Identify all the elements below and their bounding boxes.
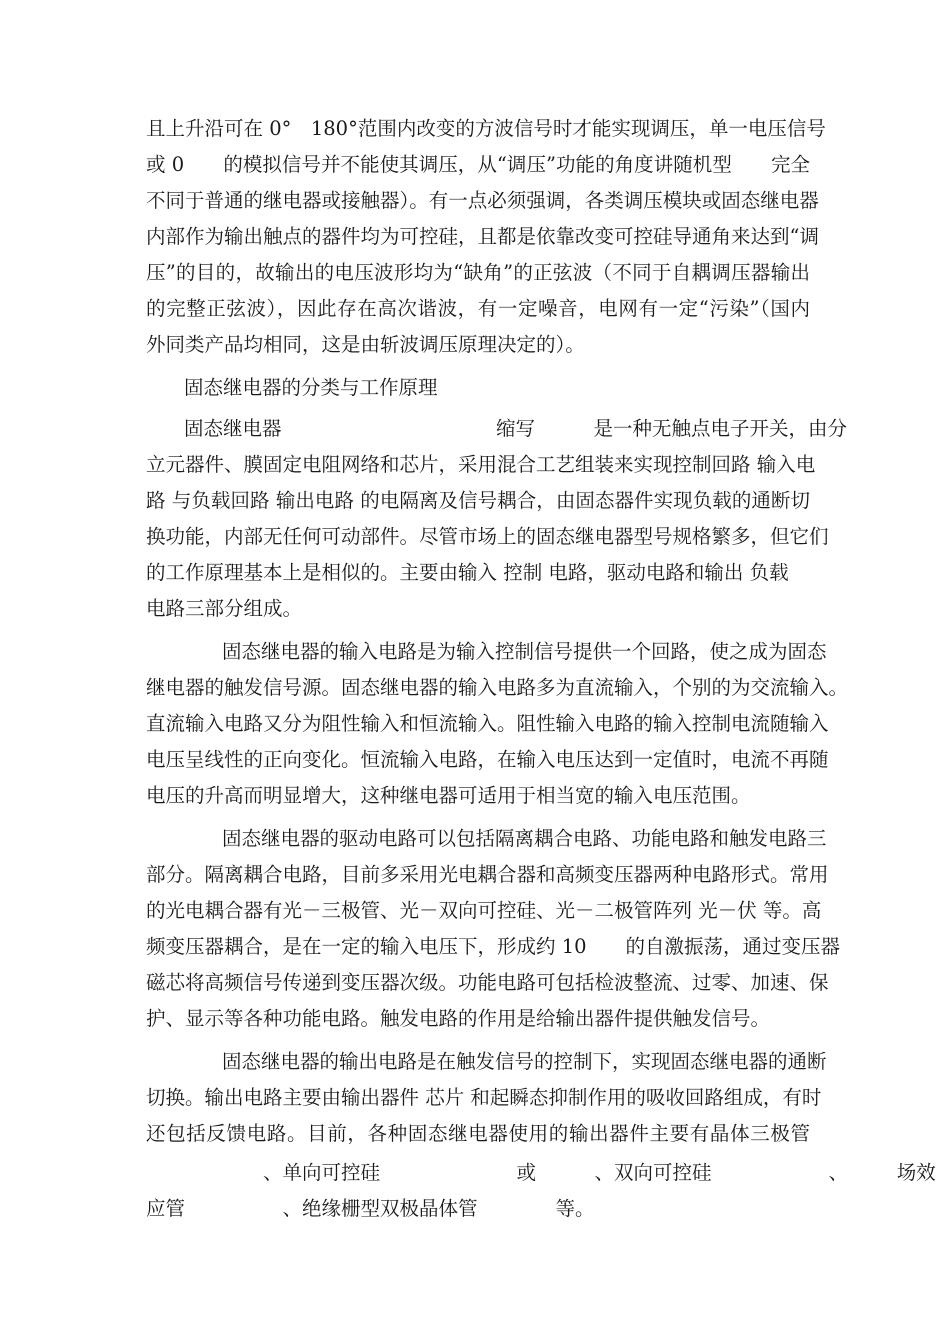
text-line: 固态继电器 缩写 是一种无触点电子开关，由分 [184, 417, 848, 440]
text-line: 外同类产品均相同，这是由斩波调压原理决定的）。 [146, 333, 585, 356]
text-line: 应管 、绝缘栅型双极晶体管 等。 [146, 1197, 595, 1220]
text-line: 固态继电器的驱动电路可以包括隔离耦合电路、功能电路和触发电路三 [222, 827, 827, 850]
text-line: 的完整正弦波），因此存在高次谐波，有一定噪音，电网有一定“污染”（国内 [146, 297, 810, 320]
text-line: 部分。隔离耦合电路，目前多采用光电耦合器和高频变压器两种电路形式。常用 [146, 863, 829, 886]
text-line: 换功能，内部无任何可动部件。尽管市场上的固态继电器型号规格繁多，但它们 [146, 525, 829, 548]
text-line: 护、显示等各种功能电路。触发电路的作用是给输出器件提供触发信号。 [146, 1007, 771, 1030]
text-line: 立元器件、膜固定电阻网络和芯片，采用混合工艺组装来实现控制回路 输入电 [146, 453, 816, 476]
text-line: 电压的升高而明显增大，这种继电器可适用于相当宽的输入电压范围。 [146, 784, 751, 807]
text-line: 固态继电器的输入电路是为输入控制信号提供一个回路，使之成为固态 [222, 640, 827, 663]
text-line: 磁芯将高频信号传递到变压器次级。功能电路可包括检波整流、过零、加速、保 [146, 971, 829, 994]
text-line: 直流输入电路又分为阻性输入和恒流输入。阻性输入电路的输入控制电流随输入 [146, 712, 829, 735]
text-line: 路 与负载回路 输出电路 的电隔离及信号耦合，由固态器件实现负载的通断切 [146, 489, 810, 512]
text-line: 不同于普通的继电器或接触器）。有一点必须强调，各类调压模块或固态继电器 [146, 189, 819, 212]
text-line: 内部作为输出触点的器件均为可控硅，且都是依靠改变可控硅导通角来达到“调 [146, 225, 819, 248]
text-line: 电路三部分组成。 [146, 597, 303, 620]
text-line: 固态继电器的输出电路是在触发信号的控制下，实现固态继电器的通断 [222, 1050, 827, 1073]
text-line: 的光电耦合器有光－三极管、光－双向可控硅、光－二极管阵列 光－伏 等。高 [146, 899, 822, 922]
text-line: 或 0 的模拟信号并不能使其调压，从“调压”功能的角度讲随机型 完全 [146, 153, 810, 176]
text-line: 压”的目的，故输出的电压波形均为“缺角”的正弦波（不同于自耦调压器输出 [146, 261, 810, 284]
text-line: 频变压器耦合，是在一定的输入电压下，形成约 10 的自激振荡，通过变压器 [146, 935, 841, 958]
text-line: 、单向可控硅 或 、双向可控硅 、 场效 [146, 1161, 936, 1184]
text-line: 且上升沿可在 0° 180°范围内改变的方波信号时才能实现调压，单一电压信号 [146, 117, 826, 140]
text-line: 继电器的触发信号源。固态继电器的输入电路多为直流输入，个别的为交流输入。 [146, 676, 849, 699]
text-line: 的工作原理基本上是相似的。主要由输入 控制 电路，驱动电路和输出 负载 [146, 561, 789, 584]
section-heading: 固态继电器的分类与工作原理 [184, 376, 438, 399]
text-line: 切换。输出电路主要由输出器件 芯片 和起瞬态抑制作用的吸收回路组成，有时 [146, 1086, 822, 1109]
text-line: 还包括反馈电路。目前，各种固态继电器使用的输出器件主要有晶体三极管 [146, 1122, 810, 1145]
text-line: 电压呈线性的正向变化。恒流输入电路，在输入电压达到一定值时，电流不再随 [146, 748, 829, 771]
